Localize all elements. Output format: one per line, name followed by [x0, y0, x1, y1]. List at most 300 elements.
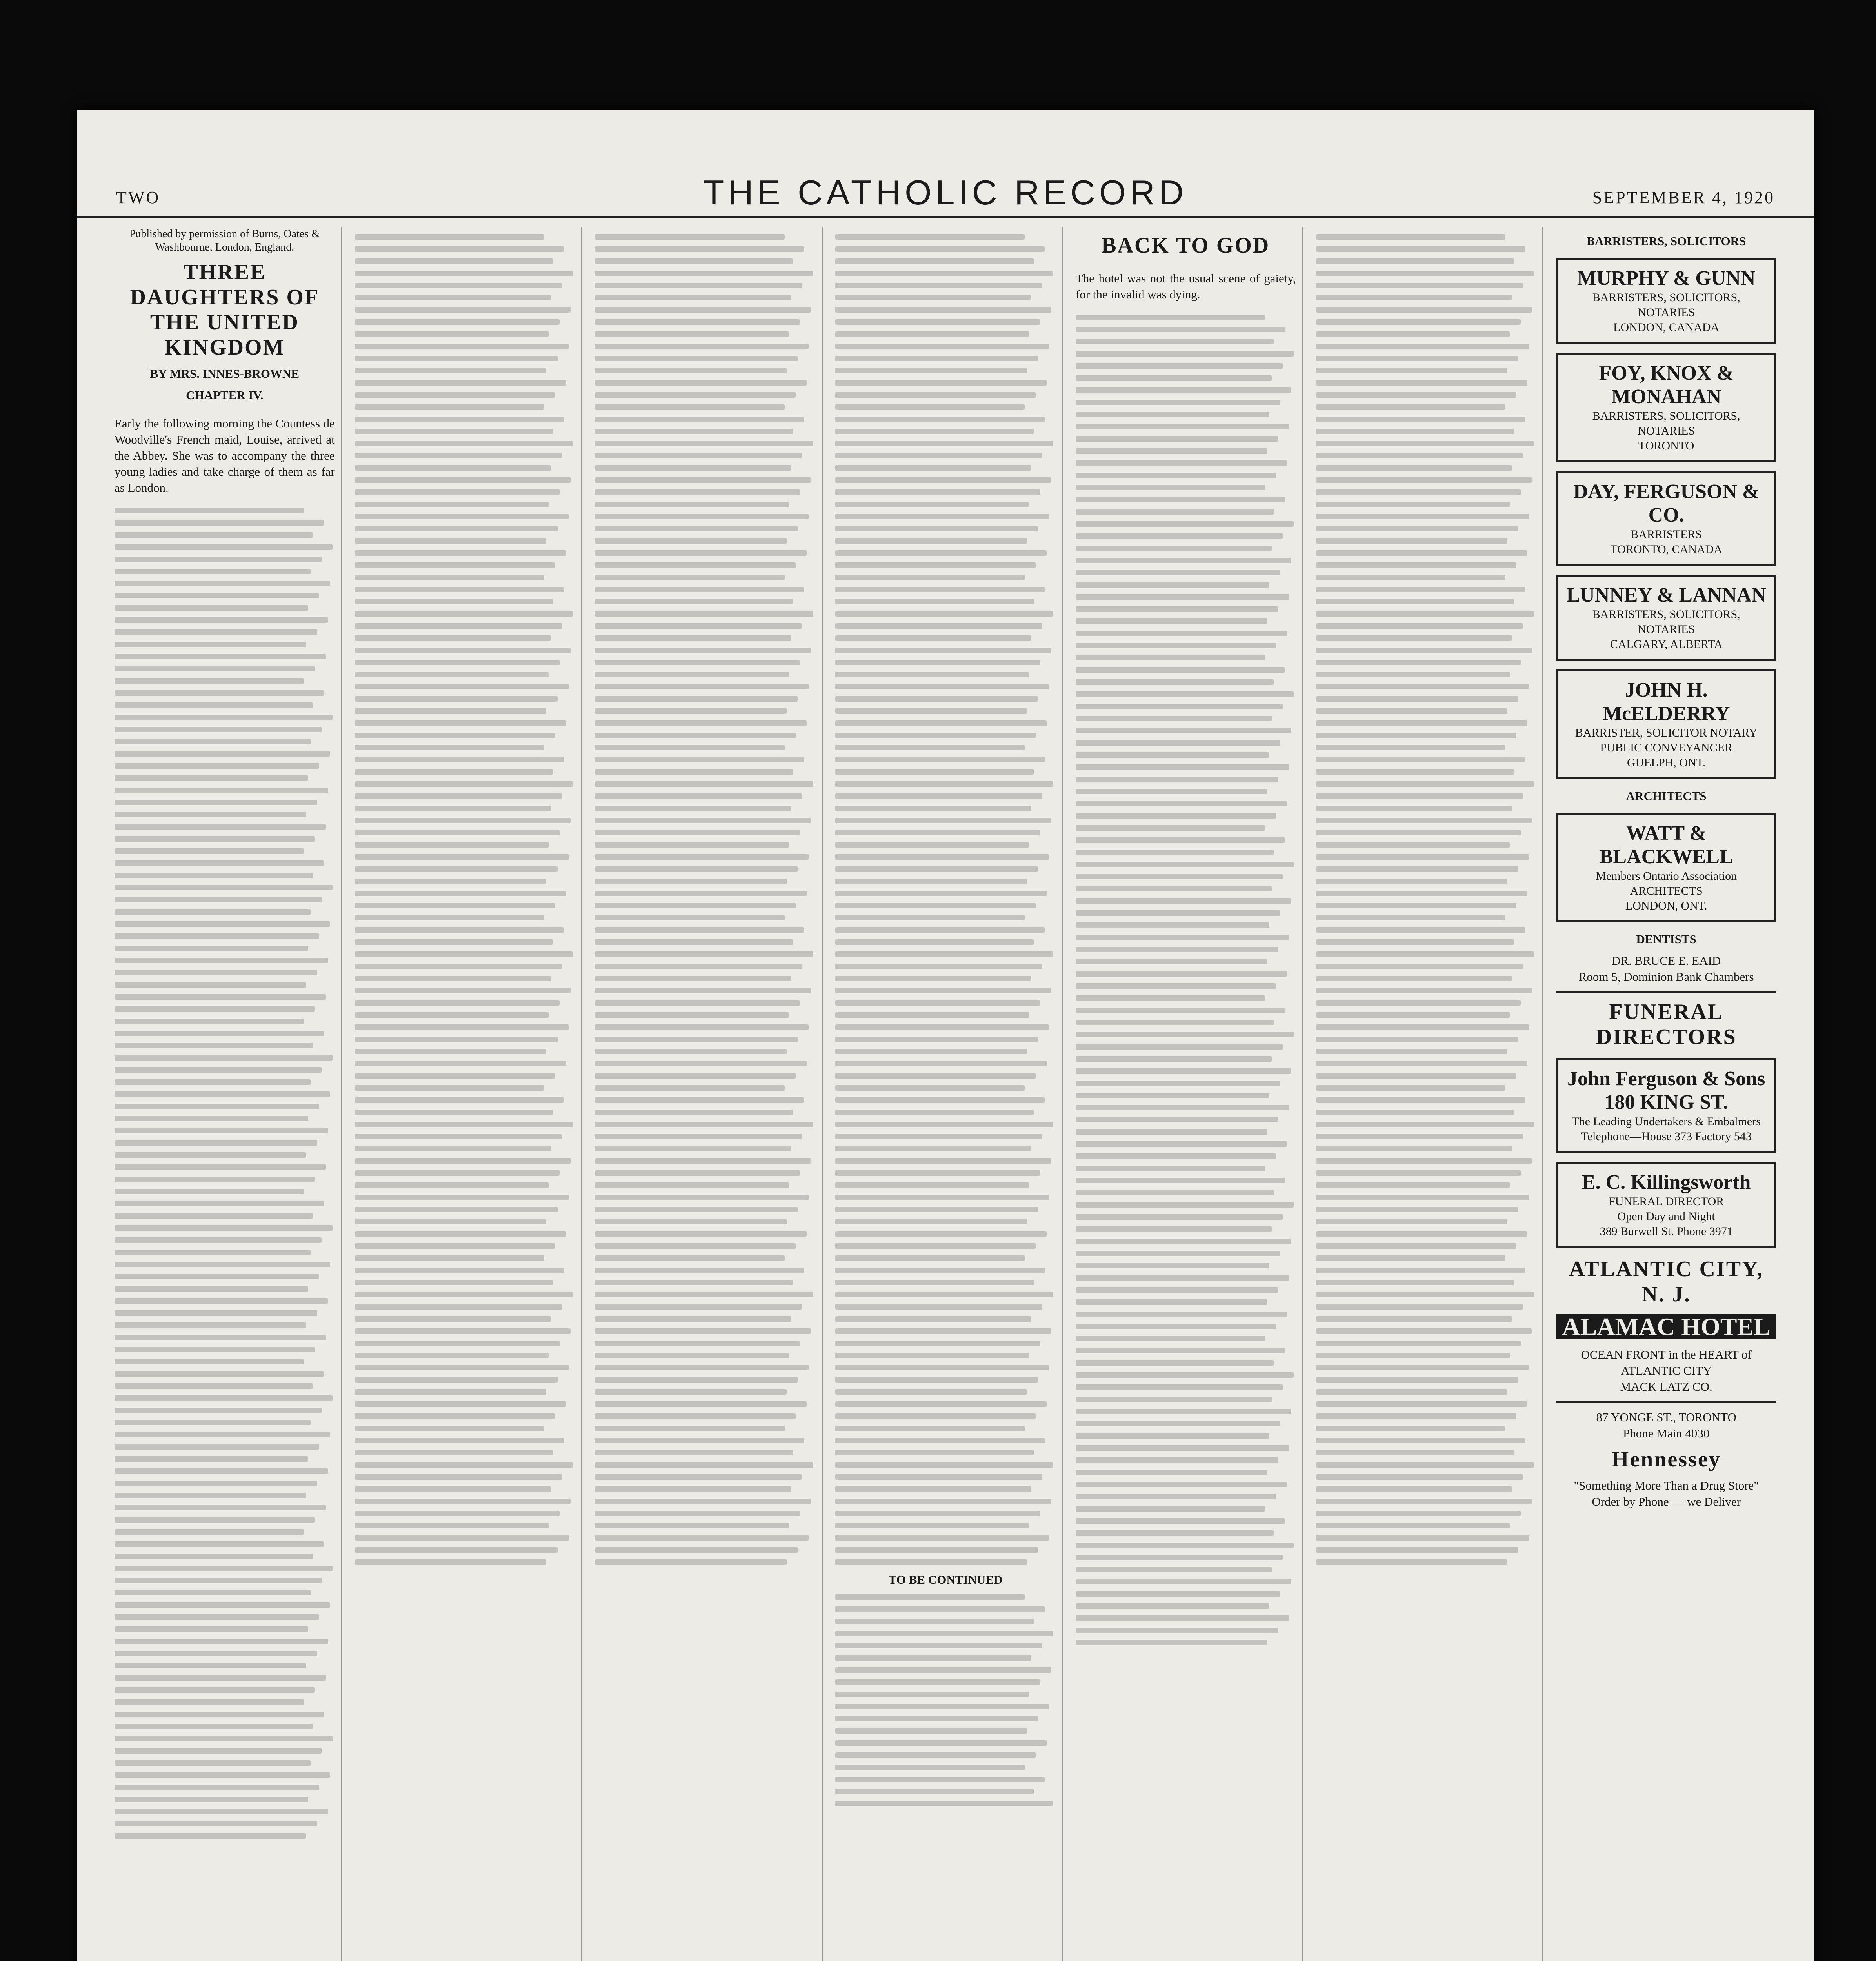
text-line — [835, 1740, 1047, 1746]
text-line — [1076, 315, 1265, 320]
text-line — [1316, 1438, 1525, 1443]
text-line — [1316, 891, 1527, 896]
text-line — [595, 1486, 791, 1492]
text-line — [835, 1716, 1038, 1721]
column-3 — [589, 227, 823, 1961]
text-line — [1316, 1474, 1523, 1480]
ad-killingsworth — [1556, 1162, 1776, 1248]
column-4 — [829, 227, 1063, 1961]
text-line — [355, 696, 558, 702]
text-line — [355, 1134, 562, 1139]
ad-title: E. C. Killingsworth — [1582, 1171, 1751, 1193]
text-line — [115, 569, 311, 574]
text-line — [115, 605, 308, 611]
text-line — [835, 1619, 1034, 1624]
text-line — [835, 1765, 1025, 1770]
text-line — [1316, 514, 1530, 519]
text-line — [115, 1505, 326, 1510]
text-line — [1076, 813, 1276, 819]
text-line — [1316, 1547, 1519, 1553]
text-line — [835, 1231, 1047, 1237]
story-opening: Early the following morning the Countess de Woodville's French maid, Louise, arrived at the Abbey. She was to accompany the three young ladies and take charge of them as far as London. — [115, 417, 335, 495]
text-line — [1076, 1324, 1276, 1329]
text-line — [1316, 1182, 1510, 1188]
text-line — [835, 1304, 1042, 1310]
text-line — [355, 550, 566, 556]
text-line — [115, 1699, 304, 1705]
text-line — [115, 1639, 328, 1644]
text-line — [115, 642, 306, 647]
text-line — [835, 1462, 1053, 1468]
ad-title: FOY, KNOX & MONAHAN — [1599, 362, 1734, 408]
text-line — [1076, 704, 1283, 709]
text-line — [1076, 1457, 1278, 1463]
text-line — [355, 842, 549, 848]
text-line — [115, 1614, 319, 1620]
text-line — [1076, 1579, 1291, 1584]
text-line — [595, 806, 791, 811]
text-line — [835, 793, 1042, 799]
text-line — [595, 1511, 800, 1516]
text-line — [1316, 1450, 1514, 1455]
section-barristers: BARRISTERS, SOLICITORS — [1587, 234, 1746, 248]
text-line — [1316, 1085, 1505, 1091]
text-line — [355, 939, 553, 945]
text-line — [1316, 538, 1508, 544]
text-line — [835, 380, 1047, 386]
text-line — [355, 344, 569, 349]
text-line — [595, 927, 804, 933]
text-line — [355, 1328, 571, 1334]
text-line — [1316, 1158, 1532, 1164]
text-line — [835, 708, 1027, 714]
text-line — [1076, 1178, 1285, 1183]
text-line — [595, 866, 798, 872]
text-line — [115, 1031, 324, 1036]
text-line — [835, 1134, 1042, 1139]
text-line — [355, 1559, 547, 1565]
text-line — [1076, 1068, 1291, 1074]
text-line — [355, 441, 573, 446]
text-line — [1076, 1421, 1280, 1426]
text-line — [1076, 485, 1265, 490]
text-line — [1076, 509, 1274, 515]
text-line — [115, 1128, 328, 1133]
text-line — [115, 1554, 313, 1559]
masthead — [77, 165, 1814, 218]
text-line — [115, 1019, 304, 1024]
text-line — [1076, 764, 1289, 770]
text-line — [835, 453, 1042, 458]
text-line — [1076, 1603, 1269, 1609]
text-line — [595, 1377, 798, 1383]
text-line — [595, 623, 802, 629]
text-line — [1316, 441, 1534, 446]
text-line — [1316, 684, 1530, 689]
ad-line: BARRISTERS — [1631, 528, 1702, 541]
text-line — [355, 648, 571, 653]
text-line — [115, 1298, 328, 1304]
text-line — [1076, 1299, 1267, 1305]
text-line — [1316, 1122, 1534, 1127]
text-line — [355, 477, 571, 483]
text-line — [355, 1110, 553, 1115]
text-line — [1316, 417, 1525, 422]
text-line — [1076, 1081, 1280, 1086]
ad-dentist-name: DR. BRUCE E. EAID — [1612, 954, 1721, 968]
text-line — [1316, 404, 1505, 410]
text-line — [595, 331, 789, 337]
text-line — [1076, 679, 1274, 685]
text-line — [1076, 1336, 1265, 1341]
text-line — [115, 1517, 315, 1523]
text-line — [1316, 599, 1514, 604]
text-line — [835, 745, 1025, 750]
text-line — [1076, 618, 1267, 624]
text-line — [595, 854, 809, 860]
text-line — [355, 879, 547, 884]
text-line — [1076, 521, 1294, 527]
text-line — [595, 368, 787, 373]
text-line — [355, 295, 551, 300]
text-line — [115, 1590, 311, 1595]
text-line — [1076, 728, 1291, 733]
text-line — [1316, 489, 1521, 495]
text-line — [355, 575, 544, 580]
text-line — [355, 891, 566, 896]
text-line — [835, 891, 1047, 896]
text-line — [835, 295, 1031, 300]
text-line — [835, 684, 1049, 689]
text-line — [355, 951, 573, 957]
text-line — [355, 1231, 566, 1237]
text-line — [595, 1450, 793, 1455]
text-line — [1316, 1073, 1516, 1079]
text-line — [115, 982, 306, 988]
text-line — [115, 921, 330, 927]
text-line — [1316, 757, 1525, 762]
text-line — [115, 544, 333, 550]
text-line — [1076, 1530, 1274, 1536]
text-line — [595, 769, 793, 775]
text-line — [835, 356, 1038, 361]
text-line — [595, 708, 787, 714]
text-line — [1076, 1287, 1278, 1293]
text-line — [1316, 1243, 1516, 1249]
text-line — [115, 800, 317, 805]
page-label: TWO — [116, 188, 160, 207]
text-line — [1316, 733, 1516, 738]
text-line — [1316, 1231, 1527, 1237]
text-line — [835, 331, 1029, 337]
text-line — [595, 550, 806, 556]
text-line — [355, 1061, 566, 1066]
ad-title: MURPHY & GUNN — [1577, 267, 1756, 289]
text-line — [1316, 660, 1521, 665]
text-line — [115, 629, 317, 635]
text-line — [355, 502, 549, 507]
text-line — [1076, 1020, 1274, 1025]
text-line — [835, 1643, 1042, 1648]
text-line — [1316, 453, 1523, 458]
text-line — [355, 1462, 573, 1468]
text-line — [355, 1450, 553, 1455]
text-line — [115, 994, 326, 1000]
text-line — [1316, 648, 1532, 653]
text-line — [355, 988, 571, 993]
text-line — [1316, 1049, 1508, 1054]
text-line — [355, 1268, 564, 1273]
text-line — [835, 842, 1029, 848]
text-line — [595, 1231, 806, 1237]
text-line — [1076, 1263, 1269, 1268]
text-line — [1316, 793, 1523, 799]
text-line — [115, 1177, 315, 1182]
text-line — [835, 1316, 1031, 1322]
text-line — [835, 1268, 1045, 1273]
text-line — [835, 550, 1047, 556]
text-line — [1076, 691, 1294, 697]
text-line — [835, 465, 1031, 471]
text-line — [355, 1243, 555, 1249]
text-line — [115, 666, 315, 671]
text-line — [355, 1037, 558, 1042]
text-line — [835, 1365, 1049, 1370]
text-line — [835, 1499, 1051, 1504]
text-line — [595, 307, 811, 313]
text-line — [115, 1602, 330, 1608]
text-line — [1316, 1535, 1530, 1541]
text-line — [835, 1704, 1049, 1709]
text-line — [1076, 1190, 1274, 1195]
text-line — [1316, 1499, 1532, 1504]
text-line — [595, 757, 804, 762]
text-line — [595, 234, 784, 240]
text-line — [595, 1280, 793, 1285]
text-line — [355, 465, 551, 471]
text-line — [1076, 971, 1287, 977]
text-line — [835, 1752, 1036, 1758]
permission-note: Published by permission of Burns, Oates & Washbourne, London, England. — [129, 228, 320, 253]
text-line — [1076, 1348, 1285, 1353]
text-line — [835, 1146, 1031, 1151]
text-line — [355, 1499, 571, 1504]
ad-line: BARRISTERS, SOLICITORS, NOTARIES — [1592, 608, 1740, 636]
text-line — [595, 575, 784, 580]
text-line — [1076, 400, 1280, 405]
text-line — [595, 903, 795, 908]
ad-hennessey-order: Order by Phone — we Deliver — [1592, 1495, 1741, 1508]
text-line — [1316, 575, 1505, 580]
text-line — [595, 1085, 784, 1091]
text-line — [1316, 502, 1510, 507]
ad-line: 180 KING ST. — [1604, 1091, 1728, 1113]
text-line — [1076, 1506, 1265, 1512]
text-line — [595, 733, 795, 738]
text-line — [595, 1462, 813, 1468]
text-line — [115, 1432, 330, 1437]
text-line — [595, 392, 795, 398]
text-line — [1076, 1433, 1269, 1439]
text-line — [835, 1341, 1040, 1346]
story-text-block — [1316, 234, 1536, 1565]
text-line — [1076, 667, 1285, 673]
text-line — [595, 562, 795, 568]
text-line — [115, 702, 313, 708]
text-line — [355, 429, 553, 434]
text-line — [1076, 1093, 1269, 1098]
ad-line: Members Ontario Association ARCHITECTS — [1596, 870, 1737, 897]
text-line — [1316, 258, 1514, 264]
text-line — [355, 1182, 549, 1188]
column-1 — [108, 227, 342, 1961]
text-line — [595, 1122, 813, 1127]
text-line — [1316, 1097, 1525, 1103]
text-line — [1316, 465, 1512, 471]
text-line — [835, 1401, 1047, 1407]
text-line — [1316, 696, 1519, 702]
text-line — [595, 1158, 811, 1164]
text-line — [1076, 1032, 1294, 1037]
text-line — [355, 1219, 547, 1224]
text-line — [835, 939, 1034, 945]
ad-title: LUNNEY & LANNAN — [1566, 584, 1766, 606]
text-line — [1076, 1153, 1276, 1159]
text-line — [835, 903, 1036, 908]
story-text-block — [595, 234, 815, 1565]
text-line — [595, 745, 784, 750]
text-line — [595, 684, 809, 689]
text-line — [115, 1079, 311, 1085]
text-line — [115, 1359, 304, 1364]
text-line — [115, 1712, 324, 1717]
text-line — [115, 1189, 304, 1194]
text-line — [1316, 988, 1532, 993]
text-line — [835, 1097, 1045, 1103]
text-line — [595, 502, 789, 507]
columns — [108, 227, 1783, 1961]
text-line — [835, 720, 1047, 726]
text-line — [355, 1474, 562, 1480]
text-line — [595, 1426, 784, 1431]
text-line — [835, 307, 1051, 313]
text-line — [1316, 927, 1525, 933]
text-line — [115, 1493, 306, 1498]
text-line — [1076, 412, 1269, 417]
ad-line: FUNERAL DIRECTOR — [1609, 1195, 1724, 1208]
text-line — [835, 854, 1049, 860]
text-line — [115, 1055, 333, 1061]
text-line — [115, 617, 328, 623]
text-line — [355, 368, 547, 373]
text-line — [595, 1255, 784, 1261]
text-line — [355, 538, 547, 544]
text-line — [115, 1760, 311, 1766]
text-line — [835, 915, 1025, 920]
text-line — [115, 812, 306, 817]
text-line — [835, 1679, 1040, 1685]
text-line — [1076, 825, 1265, 831]
text-line — [595, 1438, 804, 1443]
text-line — [835, 368, 1027, 373]
text-line — [115, 1152, 306, 1158]
text-line — [355, 1353, 549, 1358]
text-line — [835, 1413, 1036, 1419]
text-line — [355, 331, 549, 337]
text-line — [1076, 874, 1283, 879]
text-line — [835, 988, 1051, 993]
text-line — [1316, 806, 1512, 811]
text-line — [115, 1164, 326, 1170]
text-line — [1316, 331, 1510, 337]
text-line — [115, 1250, 311, 1255]
text-line — [835, 1606, 1045, 1612]
text-line — [1316, 842, 1510, 848]
text-line — [1076, 558, 1291, 563]
text-line — [595, 1024, 809, 1030]
text-line — [1316, 1462, 1534, 1468]
text-line — [835, 1037, 1038, 1042]
ad-line: BARRISTERS, SOLICITORS, NOTARIES — [1592, 291, 1740, 319]
text-line — [355, 1511, 560, 1516]
text-line — [835, 1012, 1029, 1018]
text-line — [115, 532, 313, 538]
text-line — [835, 1182, 1029, 1188]
column-2 — [349, 227, 583, 1961]
text-line — [1316, 818, 1532, 823]
text-line — [1076, 1445, 1289, 1451]
text-line — [355, 271, 573, 276]
text-line — [1076, 740, 1280, 746]
text-line — [595, 356, 798, 361]
text-line — [115, 1347, 315, 1352]
text-line — [835, 538, 1027, 544]
text-line — [1076, 1056, 1272, 1062]
text-line — [1076, 497, 1285, 502]
text-line — [115, 1006, 315, 1012]
text-line — [355, 915, 544, 920]
text-line — [1076, 1008, 1285, 1013]
text-line — [1076, 983, 1276, 989]
text-line — [835, 976, 1031, 981]
text-line — [115, 897, 322, 902]
text-line — [355, 1341, 560, 1346]
text-line — [835, 830, 1040, 835]
text-line — [835, 951, 1053, 957]
text-line — [1316, 1195, 1530, 1200]
ad-watt-blackwell — [1556, 813, 1776, 922]
text-line — [355, 745, 544, 750]
text-line — [115, 848, 304, 854]
text-line — [115, 1395, 333, 1401]
text-line — [1076, 546, 1272, 551]
text-line — [115, 1785, 319, 1790]
text-line — [115, 909, 311, 915]
text-line — [835, 587, 1045, 592]
text-line — [115, 1104, 319, 1109]
text-line — [115, 1809, 328, 1814]
text-line — [355, 1000, 560, 1006]
text-line — [115, 1724, 313, 1729]
ad-title: John Ferguson & Sons — [1567, 1068, 1765, 1090]
text-line — [595, 465, 791, 471]
text-line — [1076, 655, 1265, 660]
text-line — [355, 660, 560, 665]
text-line — [1076, 910, 1280, 916]
text-line — [1316, 623, 1523, 629]
ad-title: WATT & BLACKWELL — [1599, 822, 1733, 868]
text-line — [595, 1474, 802, 1480]
